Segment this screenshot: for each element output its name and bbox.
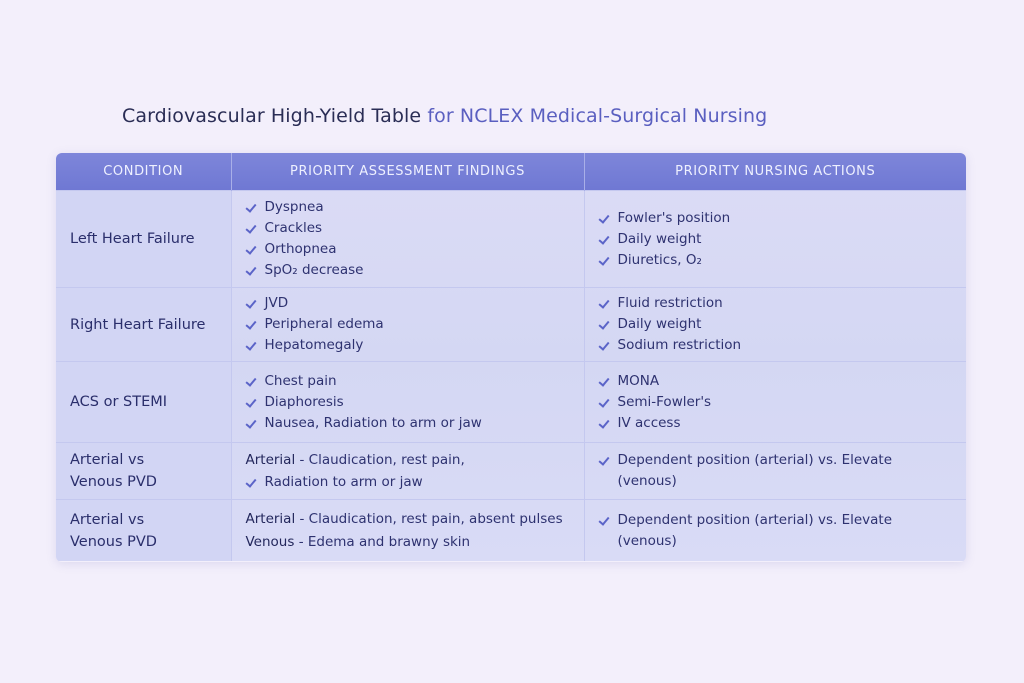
list-item: [246, 293, 584, 314]
action-text: Dependent position (arterial) vs. Elevate (venous): [617, 452, 893, 489]
list-item: [599, 371, 967, 392]
finding-type-label: Arterial: [245, 452, 296, 468]
condition-text: Arterial vs: [70, 452, 145, 468]
action-text: Semi-Fowler's: [617, 393, 712, 410]
condition-text: ACS or STEMI: [70, 394, 168, 410]
check-icon: [246, 218, 258, 239]
cardio-table-container: [56, 153, 966, 562]
finding-plain-line: [246, 508, 584, 531]
actions-list: [599, 510, 967, 552]
findings-cell: [231, 288, 584, 362]
condition-text: Arterial vs: [70, 511, 145, 528]
condition-cell: [56, 362, 231, 443]
finding-text: Crackles: [264, 220, 323, 236]
list-item: [246, 218, 584, 239]
action-text: MONA: [617, 372, 660, 389]
action-text: IV access: [617, 414, 681, 431]
check-icon: [246, 335, 258, 356]
page-title: [122, 105, 767, 127]
findings-cell: [231, 500, 584, 562]
action-text: Fluid restriction: [617, 295, 723, 311]
list-item: [599, 450, 967, 492]
finding-text: JVD: [264, 295, 289, 311]
condition-cell: [56, 288, 231, 362]
table-row: [56, 500, 966, 562]
action-text: Diuretics, O₂: [617, 251, 702, 268]
check-icon: [246, 472, 258, 493]
check-icon: [246, 314, 258, 335]
list-item: [246, 314, 584, 335]
actions-cell: [584, 362, 966, 443]
list-item: [246, 239, 584, 260]
header-findings: PRIORITY ASSESSMENT FINDINGS: [231, 153, 584, 191]
list-item: [246, 472, 584, 493]
cardio-table: [56, 153, 966, 561]
table-row: [56, 443, 966, 500]
list-item: [246, 197, 584, 218]
findings-list: [246, 293, 584, 356]
table-row: [56, 362, 966, 443]
finding-text: Nausea, Radiation to arm or jaw: [264, 414, 482, 431]
actions-cell: [584, 191, 966, 288]
check-icon: [246, 413, 258, 434]
finding-type-label: Arterial: [245, 510, 296, 527]
actions-cell: [584, 288, 966, 362]
finding-plain-line: [246, 531, 584, 554]
list-item: [599, 314, 967, 335]
finding-text: Dyspnea: [264, 199, 324, 215]
condition-text: Venous PVD: [70, 533, 157, 550]
finding-type-label: Venous: [245, 533, 295, 550]
actions-list: [599, 450, 967, 492]
check-icon: [599, 293, 611, 314]
list-item: [599, 250, 967, 271]
action-text: Fowler's position: [617, 209, 731, 226]
action-text: Daily weight: [617, 316, 702, 332]
finding-text: Radiation to arm or jaw: [264, 474, 423, 490]
check-icon: [599, 510, 611, 531]
list-item: [599, 413, 967, 434]
check-icon: [246, 239, 258, 260]
list-item: [599, 208, 967, 229]
finding-plain-text: - Edema and brawny skin: [294, 533, 471, 550]
list-item: [599, 510, 967, 552]
check-icon: [599, 392, 611, 413]
actions-list: [599, 208, 967, 271]
check-icon: [599, 450, 611, 471]
finding-text: Diaphoresis: [264, 393, 344, 410]
actions-cell: [584, 500, 966, 562]
findings-list: [246, 472, 584, 493]
condition-text: Left Heart Failure: [70, 231, 195, 247]
findings-cell: [231, 191, 584, 288]
table-body: [56, 191, 966, 562]
list-item: [599, 392, 967, 413]
check-icon: [246, 260, 258, 281]
actions-list: [599, 371, 967, 434]
finding-plain-text: - Claudication, rest pain,: [295, 452, 465, 468]
check-icon: [599, 314, 611, 335]
condition-text: Venous PVD: [70, 474, 157, 490]
check-icon: [599, 208, 611, 229]
list-item: [599, 335, 967, 356]
finding-text: Chest pain: [264, 372, 337, 389]
header-condition: CONDITION: [56, 153, 231, 191]
list-item: [246, 371, 584, 392]
condition-text: Right Heart Failure: [70, 316, 206, 333]
condition-cell: [56, 191, 231, 288]
check-icon: [599, 371, 611, 392]
check-icon: [599, 413, 611, 434]
finding-text: Hepatomegaly: [264, 337, 364, 353]
list-item: [246, 335, 584, 356]
check-icon: [246, 197, 258, 218]
finding-text: Peripheral edema: [264, 316, 384, 332]
title-main: Cardiovascular High-Yield Table: [122, 105, 422, 127]
finding-plain-line: [246, 449, 584, 472]
check-icon: [599, 250, 611, 271]
actions-list: [599, 293, 967, 356]
action-text: Daily weight: [617, 230, 702, 247]
table-header: [56, 153, 966, 191]
condition-cell: [56, 500, 231, 562]
check-icon: [246, 293, 258, 314]
findings-cell: [231, 443, 584, 500]
check-icon: [246, 371, 258, 392]
findings-list: [246, 371, 584, 434]
list-item: [599, 293, 967, 314]
list-item: [599, 229, 967, 250]
finding-text: SpO₂ decrease: [264, 262, 364, 278]
table-row: [56, 191, 966, 288]
action-text: Sodium restriction: [617, 337, 742, 353]
condition-cell: [56, 443, 231, 500]
table-row: [56, 288, 966, 362]
check-icon: [246, 392, 258, 413]
list-item: [246, 392, 584, 413]
action-text: Dependent position (arterial) vs. Elevate (venous): [617, 511, 893, 549]
title-subtitle: for NCLEX Medical-Surgical Nursing: [427, 105, 768, 127]
finding-text: Orthopnea: [264, 241, 337, 257]
finding-plain-text: - Claudication, rest pain, absent pulses: [295, 510, 563, 527]
check-icon: [599, 335, 611, 356]
check-icon: [599, 229, 611, 250]
actions-cell: [584, 443, 966, 500]
findings-list: [246, 197, 584, 281]
header-actions: PRIORITY NURSING ACTIONS: [584, 153, 966, 191]
list-item: [246, 413, 584, 434]
list-item: [246, 260, 584, 281]
findings-cell: [231, 362, 584, 443]
